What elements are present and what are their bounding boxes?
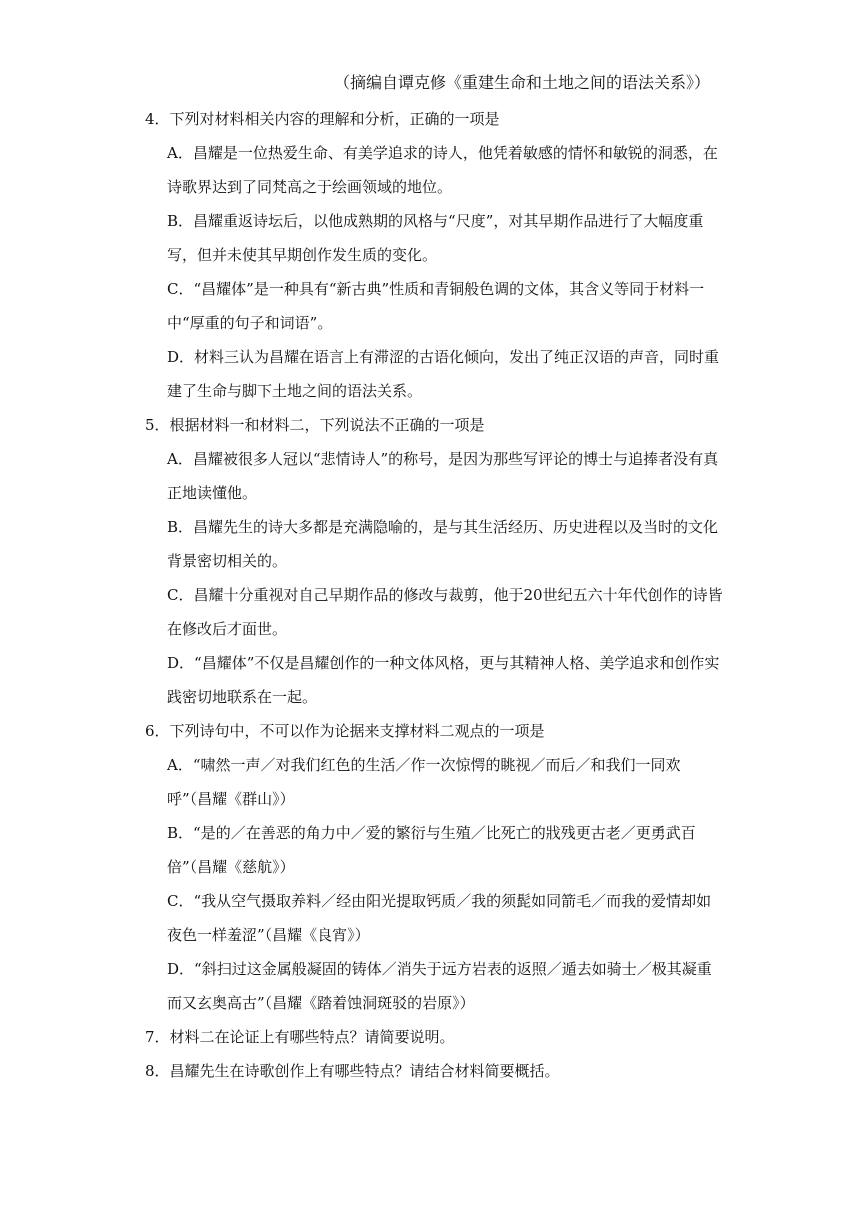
- question-text: 下列诗句中，不可以作为论据来支撑材料二观点的一项是: [169, 722, 545, 740]
- question-4: [145, 102, 725, 408]
- option-c: [145, 272, 725, 340]
- option-c: [145, 578, 725, 646]
- option-d: [145, 340, 725, 408]
- question-stem: [145, 714, 725, 748]
- option-text: “我从空气摄取养料／经由阳光提取钙质／我的须髭如同箭毛／而我的爱情却如夜色一样羞涩”（昌耀《良宵》）: [167, 892, 712, 944]
- question-text: 根据材料一和材料二，下列说法不正确的一项是: [169, 416, 485, 434]
- option-text: 昌耀是一位热爱生命、有美学追求的诗人，他凭着敏感的情怀和敏锐的洞悉，在诗歌界达到了同梵高之于绘画领域的地位。: [167, 144, 718, 196]
- option-letter: A．: [167, 756, 193, 774]
- question-stem: [145, 408, 725, 442]
- option-letter: B．: [167, 824, 194, 842]
- option-b: [145, 816, 725, 884]
- question-6: [145, 714, 725, 1020]
- option-text: 材料三认为昌耀在语言上有滞涩的古语化倾向，发出了纯正汉语的声音，同时重建了生命与脚下土地之间的语法关系。: [167, 348, 720, 400]
- option-text: “啸然一声／对我们红色的生活／作一次惊愕的眺视／而后／和我们一同欢呼”（昌耀《群山》）: [167, 756, 681, 808]
- question-list: [145, 102, 725, 1088]
- question-stem: [145, 1020, 725, 1054]
- question-number: 4．: [145, 110, 170, 128]
- question-number: 7．: [145, 1028, 170, 1046]
- question-text: 材料二在论证上有哪些特点？请简要说明。: [169, 1028, 455, 1046]
- source-note: （摘编自谭克修《重建生命和土地之间的语法关系》）: [333, 73, 710, 92]
- question-number: 5．: [145, 416, 170, 434]
- question-8: [145, 1054, 725, 1088]
- option-letter: A．: [167, 144, 193, 162]
- option-letter: C．: [167, 892, 194, 910]
- question-number: 6．: [145, 722, 170, 740]
- option-letter: B．: [167, 212, 194, 230]
- question-number: 8．: [145, 1062, 170, 1080]
- question-stem: [145, 102, 725, 136]
- question-text: 下列对材料相关内容的理解和分析，正确的一项是: [169, 110, 500, 128]
- question-7: [145, 1020, 725, 1054]
- option-d: [145, 646, 725, 714]
- question-5: [145, 408, 725, 714]
- option-text: “昌耀体”是一种具有“新古典”性质和青铜般色调的文体，其含义等同于材料一中“厚重的句子和词语”。: [167, 280, 705, 332]
- option-text: “是的／在善恶的角力中／爱的繁衍与生殖／比死亡的戕残更古老／更勇武百倍”（昌耀《慈航》）: [167, 824, 696, 876]
- option-letter: D．: [167, 654, 195, 672]
- option-d: [145, 952, 725, 1020]
- option-b: [145, 204, 725, 272]
- question-stem: [145, 1054, 725, 1088]
- option-a: [145, 748, 725, 816]
- option-text: 昌耀被很多人冠以“悲情诗人”的称号，是因为那些写评论的博士与追捧者没有真正地读懂他。: [167, 450, 719, 502]
- option-letter: C．: [167, 586, 194, 604]
- option-letter: C．: [167, 280, 194, 298]
- option-text: 昌耀十分重视对自己早期作品的修改与裁剪，他于20世纪五六十年代创作的诗皆在修改后才面世。: [167, 586, 723, 638]
- option-text: 昌耀先生的诗大多都是充满隐喻的，是与其生活经历、历史进程以及当时的文化背景密切相关的。: [167, 518, 719, 570]
- option-text: 昌耀重返诗坛后，以他成熟期的风格与“尺度”，对其早期作品进行了大幅度重写，但并未使其早期创作发生质的变化。: [167, 212, 704, 264]
- option-letter: B．: [167, 518, 194, 536]
- option-letter: D．: [167, 960, 195, 978]
- option-b: [145, 510, 725, 578]
- option-letter: A．: [167, 450, 193, 468]
- option-text: “斜扫过这金属般凝固的铸体／消失于远方岩表的返照／遁去如骑士／极其凝重而又玄奥高古”（昌耀《踏着蚀洞斑驳的岩原》）: [167, 960, 712, 1012]
- question-text: 昌耀先生在诗歌创作上有哪些特点？请结合材料简要概括。: [169, 1062, 560, 1080]
- option-a: [145, 136, 725, 204]
- option-a: [145, 442, 725, 510]
- option-letter: D．: [167, 348, 195, 366]
- option-c: [145, 884, 725, 952]
- option-text: “昌耀体”不仅是昌耀创作的一种文体风格，更与其精神人格、美学追求和创作实践密切地联系在一起。: [167, 654, 720, 706]
